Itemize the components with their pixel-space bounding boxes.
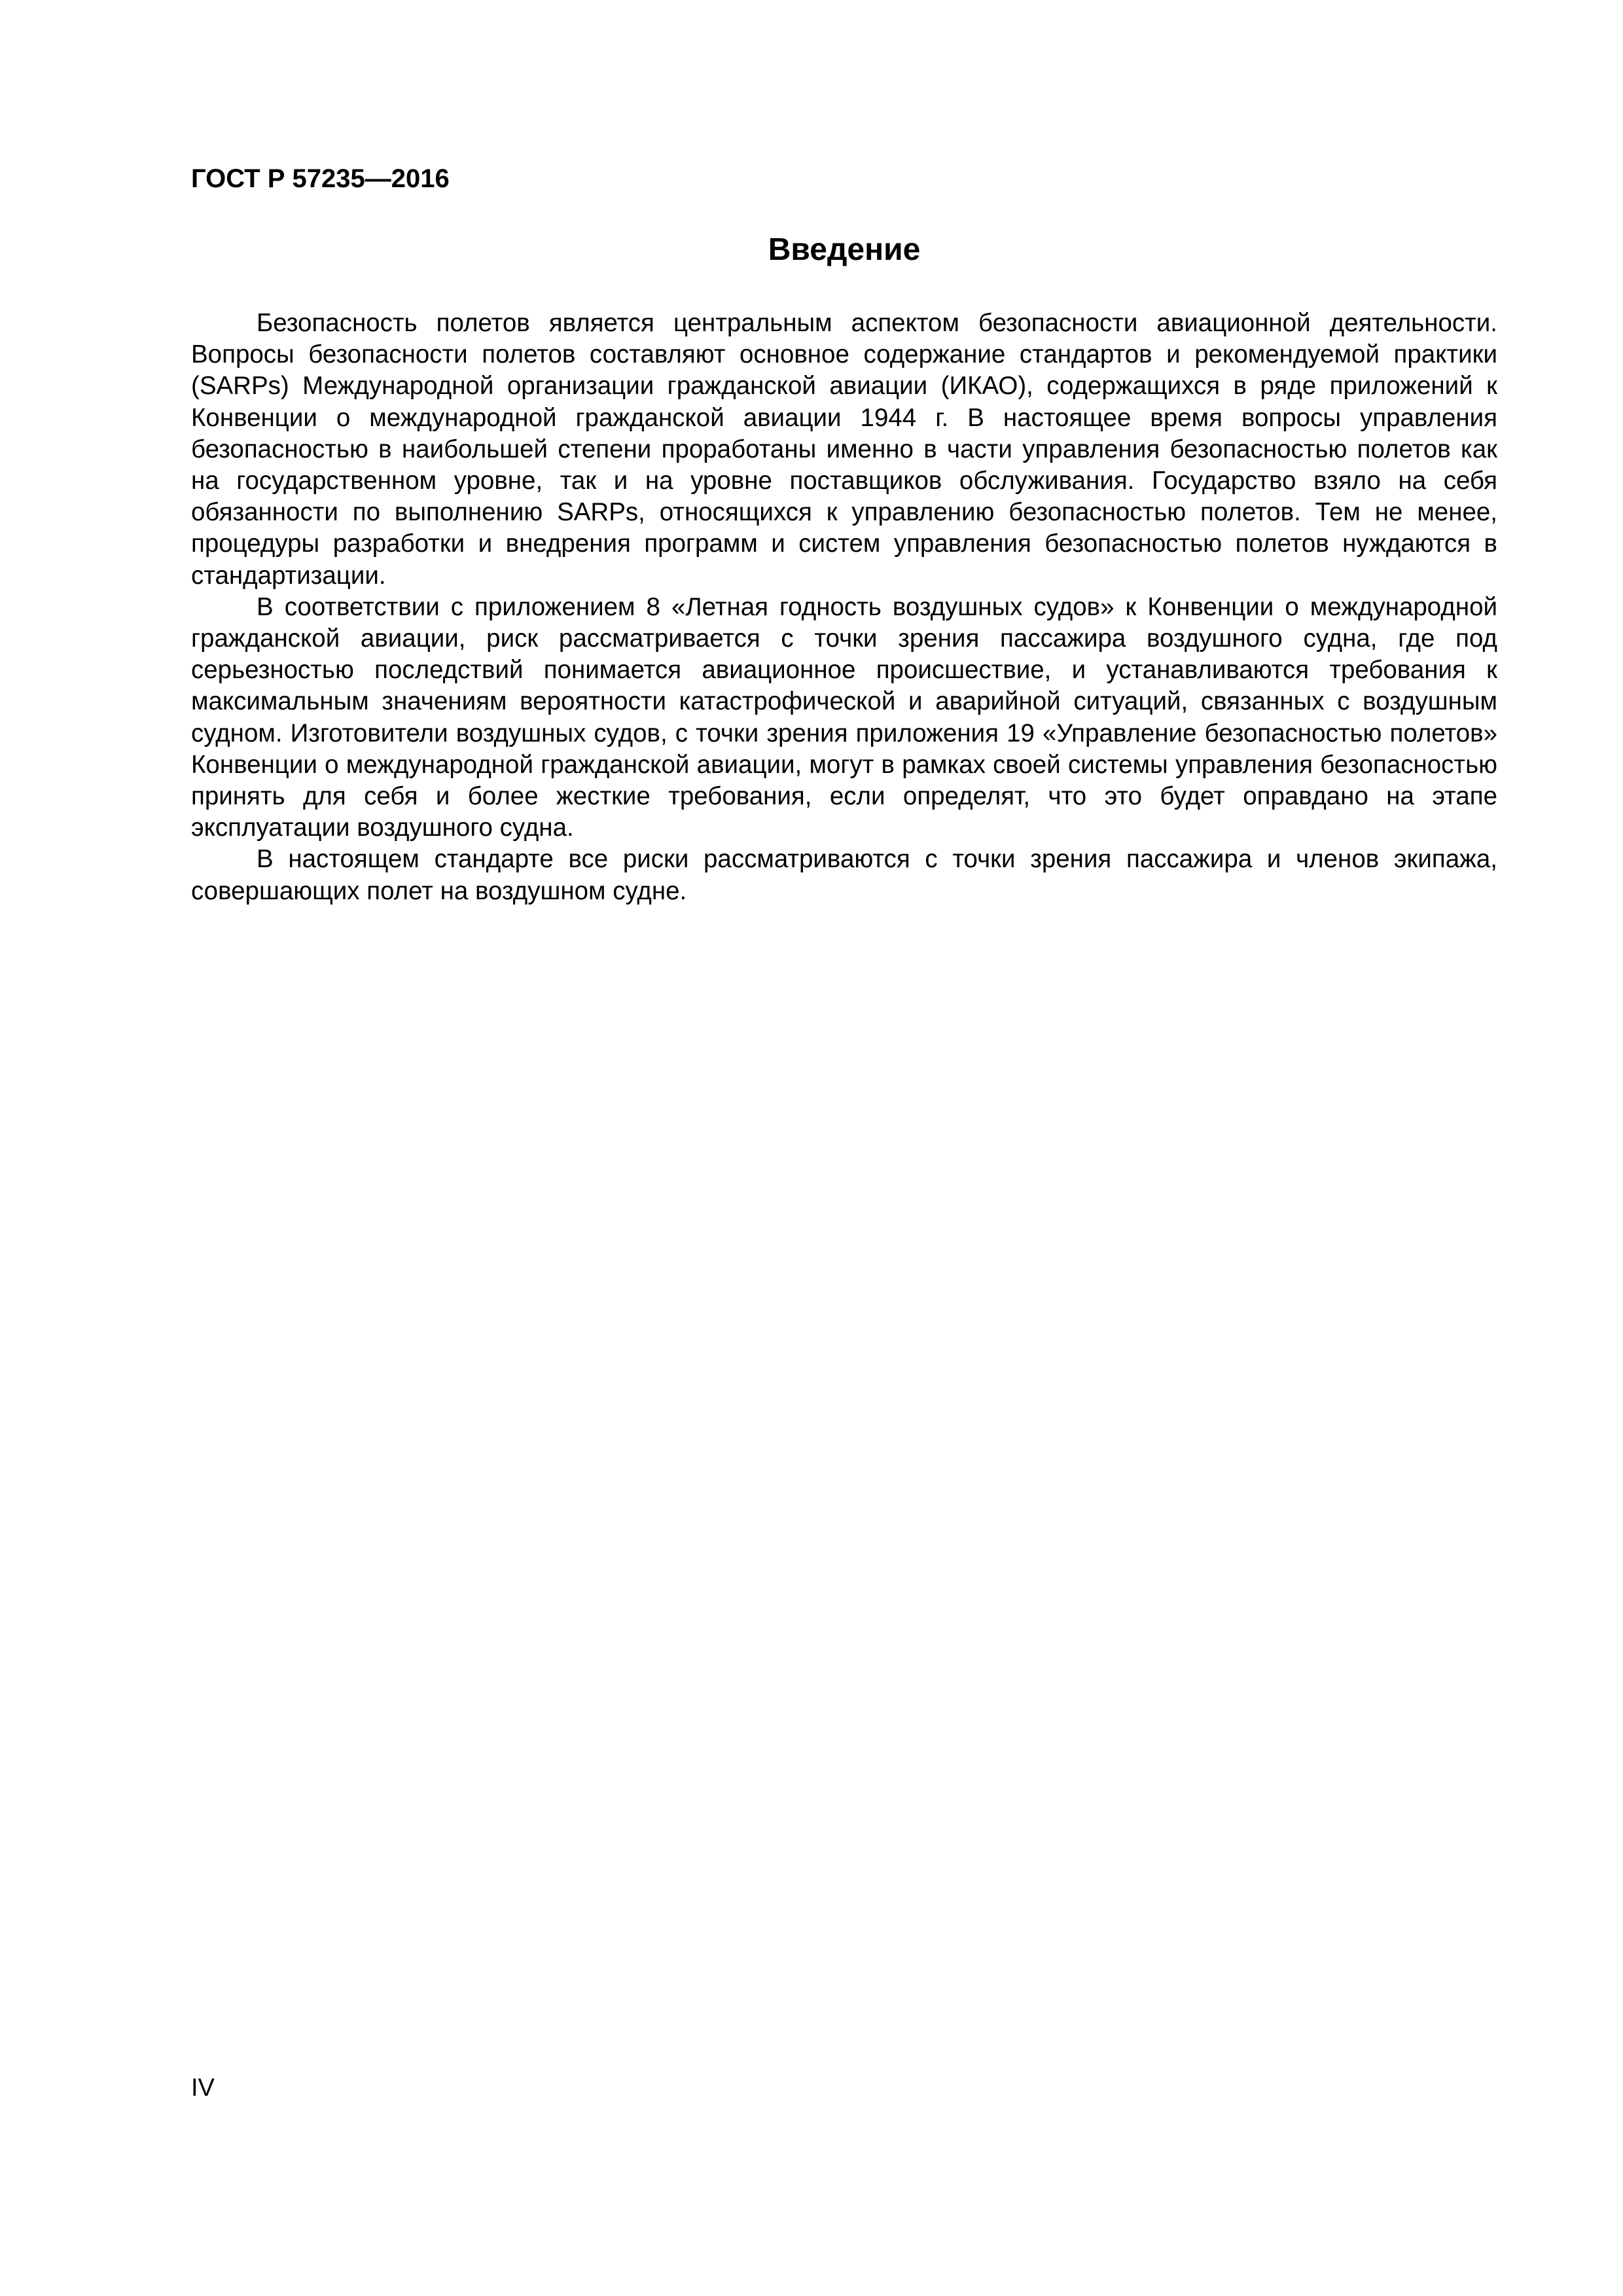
introduction-body: [191, 308, 1497, 907]
paragraph-1: Безопасность полетов является центральным аспектом безопасности авиационной деятельности. Вопросы безопасности полетов составляют основное содержание стандартов и рекомендуемой практики (SARPs) Международной организации гражданской авиации (ИКАО), содержащихся в ряде приложений к Конвенции о международной гражданской авиации 1944 г. В настоящее время вопросы управления безопасностью в наибольшей степени проработаны именно в части управления безопасностью полетов как на государственном уровне, так и на уровне поставщиков обслуживания. Государство взяло на себя обязанности по выполнению SARPs, относящихся к управлению безопасностью полетов. Тем не менее, процедуры разработки и внедрения программ и систем управления безопасностью полетов нуждаются в стандартизации.: [191, 309, 1497, 590]
paragraph-2: В соответствии с приложением 8 «Летная годность воздушных судов» к Конвенции о международной гражданской авиации, риск рассматривается с точки зрения пассажира воздушного судна, где под серьезностью последствий понимается авиационное происшествие, и устанавливаются требования к максимальным значениям вероятности катастрофической и аварийной ситуаций, связанных с воздушным судном. Изготовители воздушных судов, с точки зрения приложения 19 «Управление безопасностью полетов» Конвенции о международной гражданской авиации, могут в рамках своей системы управления безопасностью принять для себя и более жесткие требования, если определят, что это будет оправдано на этапе эксплуатации воздушного судна.: [191, 592, 1497, 842]
paragraph-3: В настоящем стандарте все риски рассматриваются с точки зрения пассажира и членов экипажа, совершающих полет на воздушном судне.: [191, 845, 1497, 905]
section-title: Введение: [768, 232, 921, 267]
page-number: IV: [191, 2074, 215, 2102]
standard-identifier: ГОСТ Р 57235—2016: [191, 164, 450, 193]
